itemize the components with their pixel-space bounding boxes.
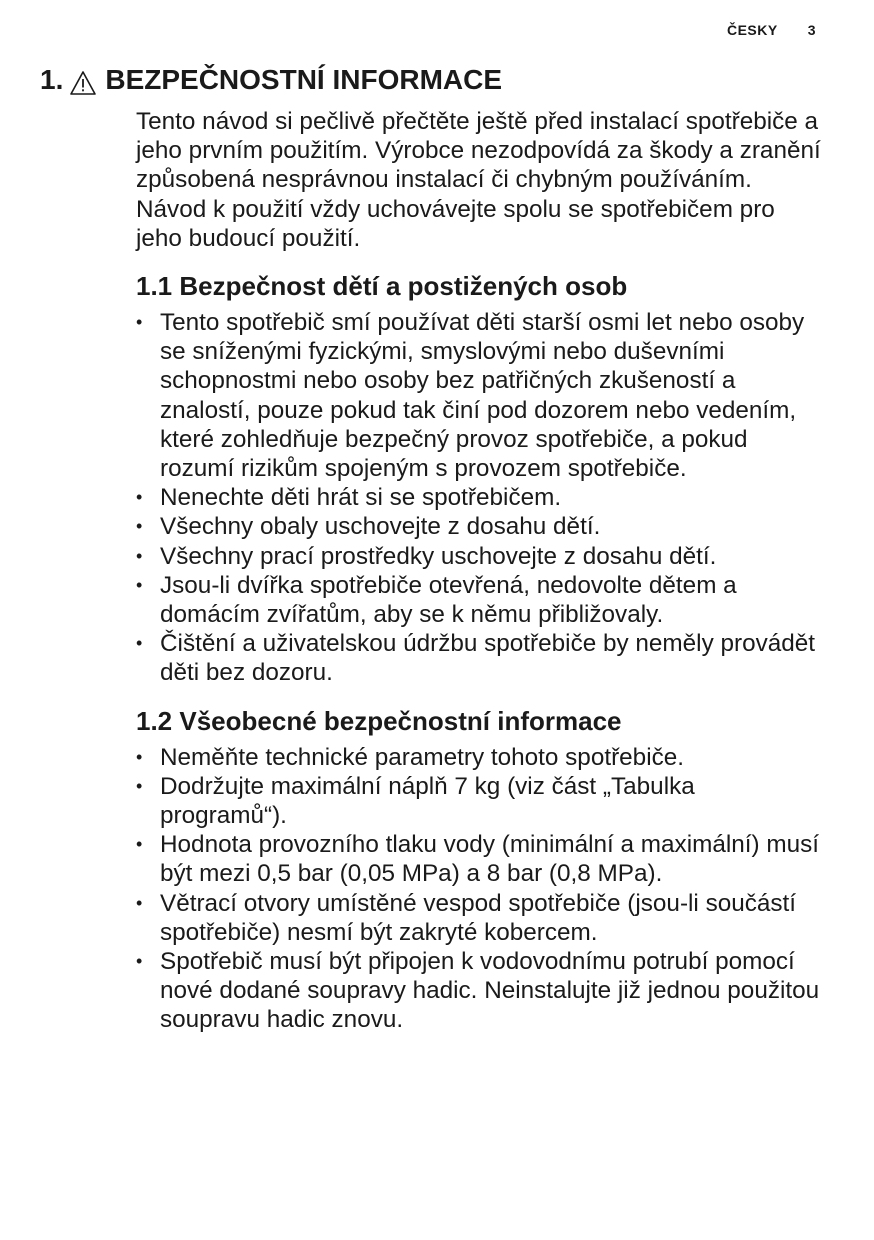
list-item: • Dodržujte maximální náplň 7 kg (viz část „Tabulka programů“).: [136, 772, 826, 830]
page-header: [727, 22, 816, 38]
intro-paragraph: Tento návod si pečlivě přečtěte ještě před instalací spotřebiče a jeho prvním použitím. Výrobce nezodpovídá za škody a zranění způsobená nesprávnou instalací či chybným používáním. Návod k použití vždy uchovávejte spolu se spotřebičem pro jeho budoucí použití.: [136, 108, 821, 252]
list-item: • Tento spotřebič smí používat děti starší osmi let nebo osoby se sníženými fyzickými, smyslovými nebo duševními schopnostmi nebo osoby bez patřičných zkušeností a znalostí, pouze pokud tak činí pod dozorem nebo vedením, které zohledňuje bezpečný provoz spotřebiče, a pokud rozumí rizikům spojeným s provozem spotřebiče.: [136, 308, 826, 483]
list-item: • Jsou-li dvířka spotřebiče otevřená, nedovolte dětem a domácím zvířatům, aby se k němu přibližovaly.: [136, 571, 826, 629]
list-item: • Spotřebič musí být připojen k vodovodnímu potrubí pomocí nové dodané soupravy hadic. Neinstalujte již jednou použitou soupravu hadic znovu.: [136, 947, 826, 1035]
header-language: ČESKY: [726, 22, 778, 38]
list-item: • Neměňte technické parametry tohoto spotřebiče.: [136, 743, 826, 772]
list-item: • Větrací otvory umístěné vespod spotřebiče (jsou-li součástí spotřebiče) nesmí být zakryté kobercem.: [136, 889, 826, 947]
subsection-title-children-safety: 1.1 Bezpečnost dětí a postižených osob: [136, 271, 628, 302]
page-number: 3: [807, 22, 816, 38]
section-number: 1.: [40, 64, 64, 95]
list-item: • Všechny prací prostředky uschovejte z dosahu dětí.: [136, 542, 826, 571]
list-item: • Čištění a uživatelskou údržbu spotřebiče by neměly provádět děti bez dozoru.: [136, 629, 826, 687]
list-item: • Nenechte děti hrát si se spotřebičem.: [136, 483, 826, 512]
section-heading: [40, 60, 502, 100]
children-safety-list: [136, 308, 826, 688]
warning-triangle-icon: [69, 67, 97, 93]
section-title: BEZPEČNOSTNÍ INFORMACE: [105, 64, 503, 95]
subsection-title-general-safety: 1.2 Všeobecné bezpečnostní informace: [136, 705, 622, 736]
general-safety-list: [136, 743, 826, 1035]
list-item: • Všechny obaly uschovejte z dosahu dětí.: [136, 512, 826, 541]
list-item: • Hodnota provozního tlaku vody (minimální a maximální) musí být mezi 0,5 bar (0,05 MPa) a 8 bar (0,8 MPa).: [136, 830, 826, 888]
section-content: [136, 107, 826, 1035]
